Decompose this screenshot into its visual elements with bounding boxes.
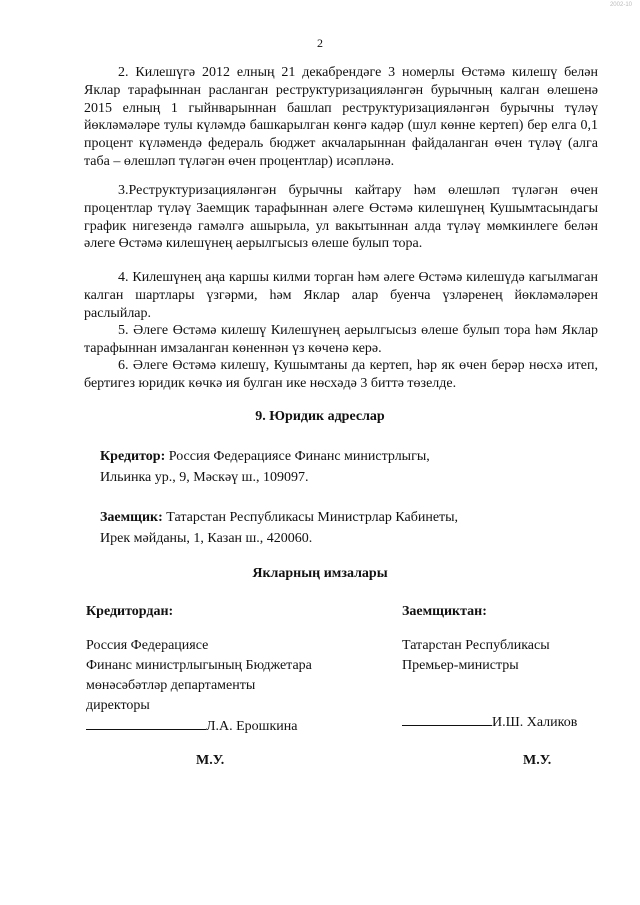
borrower-address: Ирек мәйданы, 1, Казан ш., 420060. [100, 531, 313, 546]
borrower-title-line: Премьер-министры [402, 658, 519, 673]
paragraph-4 [84, 269, 598, 322]
creditor-signature-line [86, 716, 297, 735]
borrower-label: Заемщик: [100, 510, 163, 525]
paragraph-5-line: 5. Әлеге Өстәмә килешү Килешүнең аерылгысыз өлеше булып тора һәм [118, 323, 558, 338]
paragraph-6-line: итеп, бертигез юридик көчкә ия булган ике нөсхәдә 3 биттә төзелде. [84, 358, 599, 391]
borrower-signature-line [402, 712, 577, 731]
paragraph-3 [84, 182, 598, 253]
creditor-title-line: директоры [86, 698, 150, 713]
signature-blank [86, 716, 206, 730]
paragraph-5-line: Яклар тарафыннан имзаланган көненнән үз көченә керә. [84, 323, 599, 356]
paragraph-2-line: түләү йөкләмәләре тулы күләмдә башкарылган көнгә кадәр (шул көнне кертеп) [84, 100, 598, 134]
paragraph-5 [84, 322, 598, 358]
creditor-address: Ильинка ур., 9, Мәскәү ш., 109097. [100, 470, 309, 485]
creditor-title-line: мөнәсәбәтләр департаменты [86, 678, 256, 693]
borrower-signer-name: И.Ш. Халиков [492, 715, 578, 730]
borrower-address-block [100, 507, 600, 549]
paragraph-4-line: 4. Килешүнең аңа каршы килми торган һәм әлеге Өстәмә килешүдә [118, 270, 525, 285]
borrower-name-line [100, 507, 600, 528]
creditor-side-heading: Кредитордан: [86, 604, 174, 619]
paragraph-2-line: бер елга 0,1 процент күләмендә федераль бюджет акчаларыннан файдаланган [84, 118, 599, 152]
creditor-name-line [100, 446, 600, 467]
creditor-signature-column [86, 602, 386, 716]
borrower-seal-place: М.У. [523, 753, 552, 768]
paragraph-3-line: 3.Реструктуризацияләнгән бурычны кайтару һәм өлешләп түләгән өчен [118, 183, 598, 198]
legal-addresses-heading: 9. Юридик адреслар [255, 409, 385, 424]
corner-mark: 2002-10 [609, 2, 632, 8]
creditor-name: Россия Федерациясе Финанс министрлыгы, [165, 449, 430, 464]
paragraph-3-line: түләү мөмкинлеге белән әлеге Өстәмә килешүнең аерылгысыз өлеше булып [84, 218, 598, 252]
paragraph-2-line: Яклар тарафыннан расланган реструктуризацияләнгән бурычның калган [84, 82, 540, 98]
paragraph-2-line: өчен түләү (алга таба – өлешләп түләгән өчен процентлар) исәпләнә. [84, 136, 598, 169]
paragraph-6 [84, 357, 598, 393]
creditor-seal-place: М.У. [196, 753, 225, 768]
paragraph-3-line: Кушымтасындагы график нигезендә гамәлгә ашырыла, ул вакытыннан алда [84, 200, 598, 234]
signatures-heading: Якларның имзалары [252, 566, 388, 581]
paragraph-6-line: 6. Әлеге Өстәмә килешү, Кушымтаны да кертеп, һәр як өчен берәр нөсхә [118, 358, 563, 373]
borrower-name: Татарстан Республикасы Министрлар Кабинеты, [162, 510, 459, 525]
signature-blank [402, 712, 492, 726]
paragraph-2-line: 2. Килешүгә 2012 елның 21 декабрендәге 3 номерлы Өстәмә килешү белән [118, 65, 598, 80]
paragraph-3-line: тора. [392, 236, 423, 252]
creditor-title-line: Россия Федерациясе [86, 638, 209, 653]
borrower-signature-column [402, 602, 622, 676]
creditor-label: Кредитор: [100, 449, 166, 464]
borrower-title-line: Татарстан Республикасы [402, 638, 550, 653]
paragraph-4-line: йөкләмәләрен раслыйлар. [84, 287, 598, 321]
paragraph-4-line: кагылмаган калган шартлары үзгәрми, һәм Яклар алар буенча үзләренең [84, 270, 598, 303]
creditor-address-block [100, 446, 600, 488]
creditor-title-line: Финанс министрлыгының Бюджетара [86, 658, 312, 673]
page-number: 2 [317, 36, 323, 50]
paragraph-2 [84, 64, 598, 171]
creditor-signer-name: Л.А. Ерошкина [206, 719, 298, 734]
paragraph-2-line: өлешенә 2015 елның 1 гыйнварыннан башлап реструктуризацияләнгән бурычны [84, 82, 598, 116]
borrower-side-heading: Заемщиктан: [402, 604, 487, 619]
paragraph-3-line: процентлар түләү Заемщик тарафыннан әлеге Өстәмә килешүнең [84, 200, 485, 216]
